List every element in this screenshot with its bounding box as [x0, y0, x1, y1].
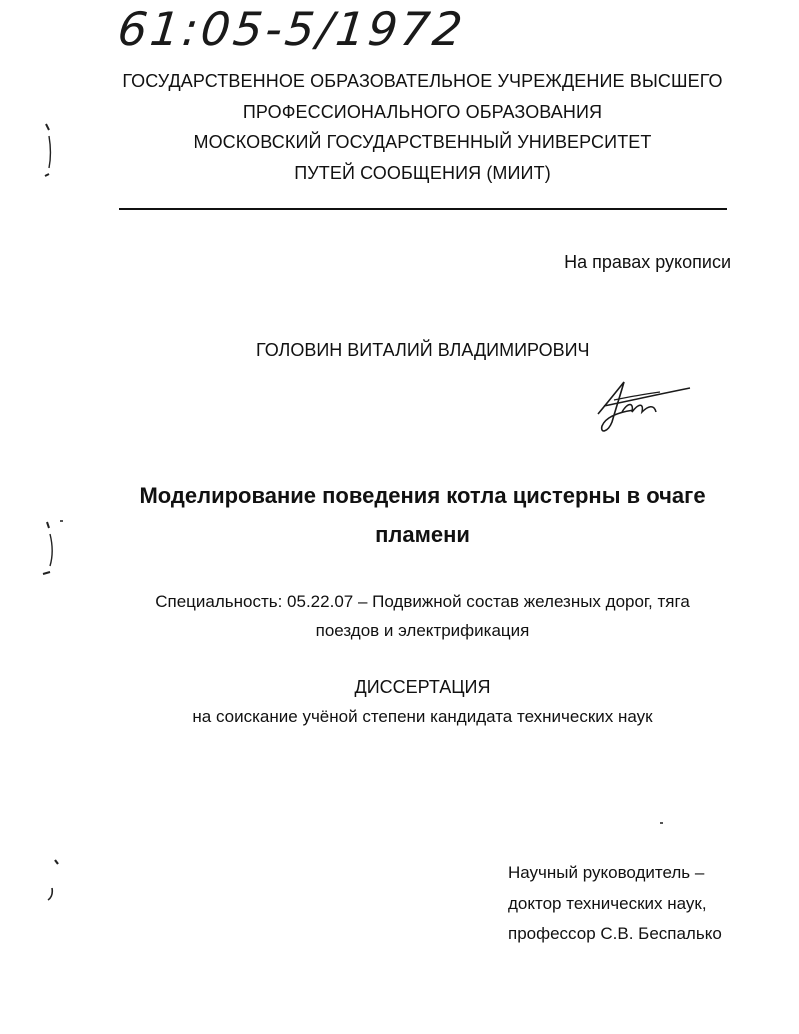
- archive-number: 61:05-5/1972: [115, 2, 468, 56]
- binding-mark: [40, 122, 60, 182]
- institution-line: МОСКОВСКИЙ ГОСУДАРСТВЕННЫЙ УНИВЕРСИТЕТ: [193, 132, 652, 152]
- header-divider: [119, 208, 727, 210]
- institution-header: [0, 66, 799, 188]
- supervisor-line: Научный руководитель –: [508, 863, 705, 882]
- dissertation-title: [0, 476, 799, 554]
- binding-mark: [40, 520, 60, 580]
- title-line: Моделирование поведения котла цистерны в очаге: [139, 483, 706, 508]
- manuscript-note: На правах рукописи: [564, 252, 731, 272]
- author-name: ГОЛОВИН ВИТАЛИЙ ВЛАДИМИРОВИЧ: [256, 340, 590, 360]
- supervisor-line: профессор С.В. Беспалько: [508, 924, 722, 943]
- institution-line: ПУТЕЙ СООБЩЕНИЯ (МИИТ): [294, 162, 551, 183]
- degree-statement: на соискание учёной степени кандидата технических наук: [192, 707, 653, 726]
- specialty-line: Специальность: 05.22.07 – Подвижной состав железных дорог, тяга: [155, 592, 690, 611]
- author-signature: [594, 372, 694, 436]
- binding-mark: [40, 858, 60, 906]
- specialty-line: поездов и электрификация: [315, 621, 530, 640]
- document-type: ДИССЕРТАЦИЯ: [354, 677, 491, 697]
- supervisor-line: доктор технических наук,: [508, 893, 707, 913]
- scan-speck: [660, 822, 663, 824]
- scan-speck: [60, 520, 63, 522]
- institution-line: ГОСУДАРСТВЕННОЕ ОБРАЗОВАТЕЛЬНОЕ УЧРЕЖДЕНИЕ ВЫСШЕГО: [122, 71, 723, 91]
- specialty: [0, 587, 799, 645]
- institution-line: ПРОФЕССИОНАЛЬНОГО ОБРАЗОВАНИЯ: [242, 101, 603, 122]
- supervisor-block: [508, 858, 722, 950]
- title-line: пламени: [375, 522, 470, 547]
